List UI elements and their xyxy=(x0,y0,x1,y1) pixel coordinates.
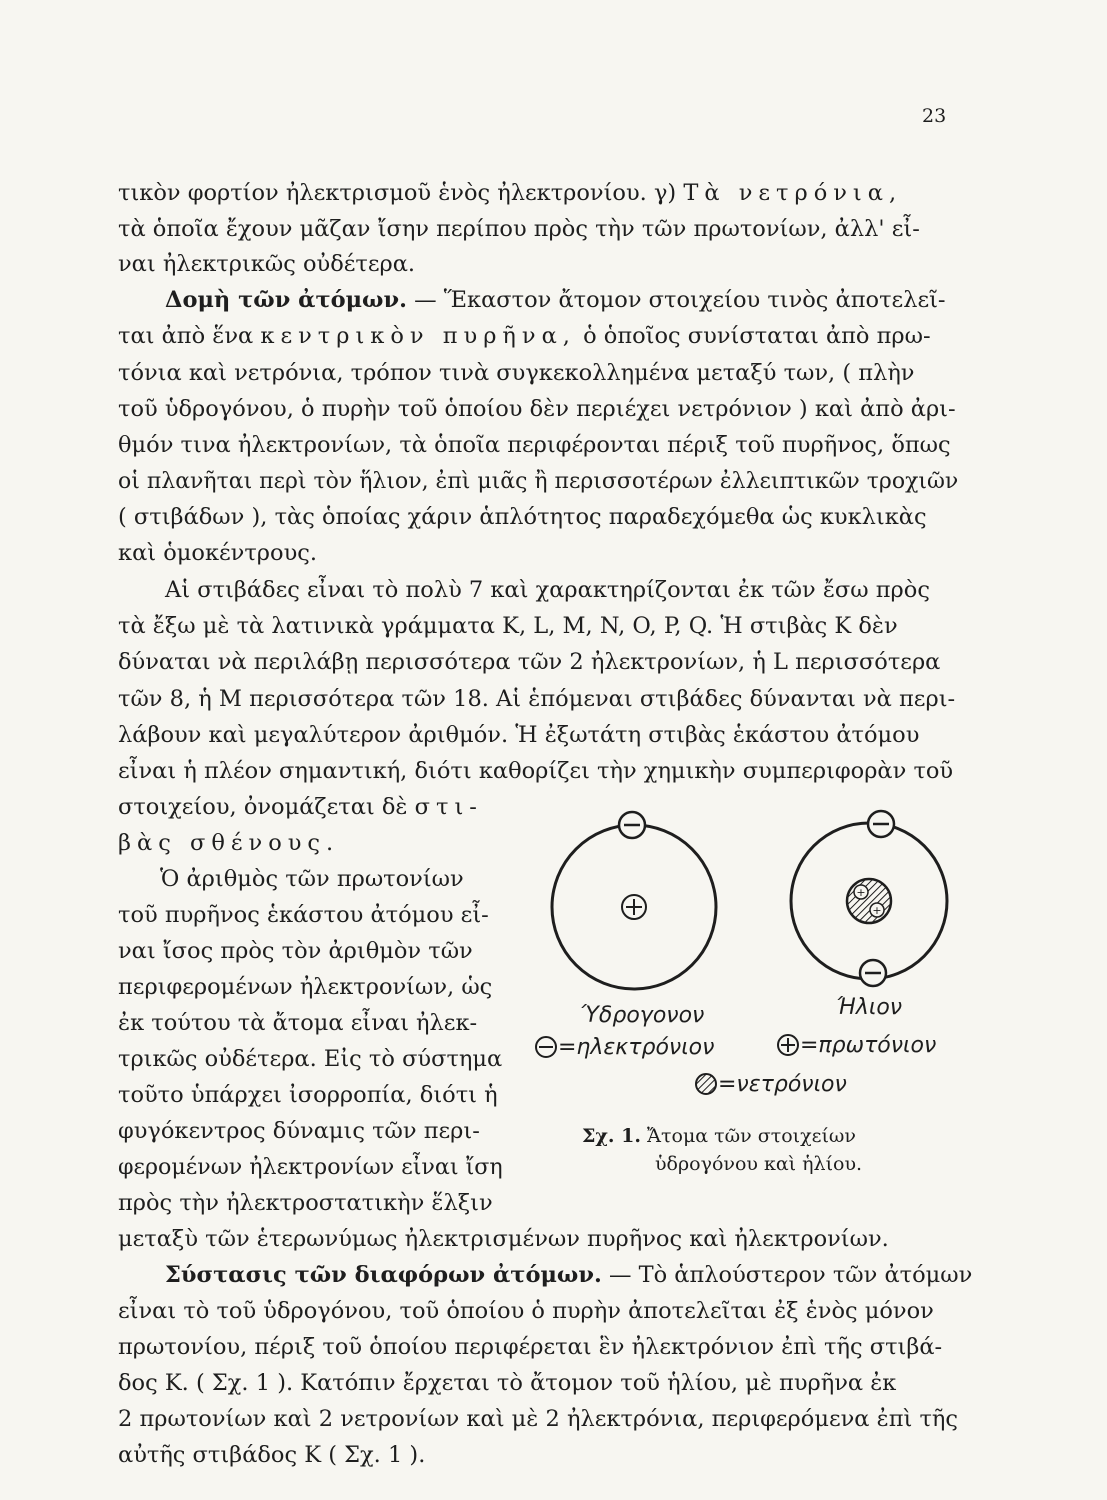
text-line: ναι ἠλεκτρικῶς οὐδέτερα. xyxy=(118,251,416,277)
text-line: θμόν τινα ἠλεκτρονίων, τὰ ὁποῖα περιφέρονται πέριξ τοῦ πυρῆνος, ὅπως xyxy=(118,432,951,458)
text-line xyxy=(165,285,946,315)
svg-text:+: + xyxy=(856,886,866,899)
text-line xyxy=(165,1260,972,1290)
text-line: τρικῶς οὐδέτερα. Εἰς τὸ σύστημα xyxy=(118,1046,503,1072)
emphasis-term: βὰς σθένους. xyxy=(118,830,340,856)
figure-caption-text: Ἄτομα τῶν στοιχείων xyxy=(647,1125,856,1147)
legend-proton-label: =πρωτόνιον xyxy=(800,1033,937,1058)
emphasis-term: Τὰ νετρόνια, xyxy=(683,180,903,206)
emphasis-term: κεντρικὸν πυρῆνα, xyxy=(260,323,576,349)
text-line: εἶναι ἡ πλέον σημαντική, διότι καθορίζει τὴν χημικὴν συμπεριφορὰν τοῦ xyxy=(118,758,954,784)
emphasis-term: στι- xyxy=(414,794,483,820)
text-run: ται ἀπὸ ἕνα xyxy=(118,323,254,349)
section-heading: Σύστασις τῶν διαφόρων ἀτόμων. xyxy=(165,1262,602,1288)
text-line xyxy=(118,178,902,208)
figure-caption-line: ὑδρογόνου καὶ ἡλίου. xyxy=(655,1153,863,1175)
page-number: 23 xyxy=(922,105,947,127)
legend-neutron-label: =νετρόνιον xyxy=(718,1072,847,1097)
figure-caption-line xyxy=(582,1122,856,1150)
helium-label: Ήλιον xyxy=(836,995,903,1020)
helium-nucleus xyxy=(847,879,891,923)
legend-electron xyxy=(536,1035,714,1060)
text-line: μεταξὺ τῶν ἑτερωνύμως ἠλεκτρισμένων πυρῆνος καὶ ἠλεκτρονίων. xyxy=(118,1226,889,1252)
text-line: δύναται νὰ περιλάβῃ περισσότερα τῶν 2 ἠλεκτρονίων, ἡ L περισσότερα xyxy=(118,649,941,675)
text-line: 2 πρωτονίων καὶ 2 νετρονίων καὶ μὲ 2 ἠλεκτρόνια, περιφερόμενα ἐπὶ τῆς xyxy=(118,1406,959,1432)
legend-proton xyxy=(778,1033,936,1058)
text-line: καὶ ὁμοκέντρους. xyxy=(118,540,317,566)
electron-icon xyxy=(868,811,894,837)
text-line: φυγόκεντρος δύναμις τῶν περι- xyxy=(118,1118,480,1144)
text-run: ὁ ὁποῖος συνίσταται ἀπὸ πρω- xyxy=(583,323,931,349)
text-line xyxy=(118,321,931,351)
helium-atom xyxy=(791,811,947,986)
text-line: τῶν 8, ἡ M περισσότερα τῶν 18. Αἱ ἑπόμεναι στιβάδες δύνανται νὰ περι- xyxy=(118,686,956,712)
text-line: ( στιβάδων ), τὰς ὁποίας χάριν ἁπλότητος παραδεχόμεθα ὡς κυκλικὰς xyxy=(118,504,927,530)
text-line xyxy=(118,792,483,822)
text-line: Ὁ ἀριθμὸς τῶν πρωτονίων xyxy=(160,866,464,892)
text-line: τοῦτο ὑπάρχει ἰσορροπία, διότι ἡ xyxy=(118,1082,498,1108)
text-line: τοῦ πυρῆνος ἑκάστου ἀτόμου εἶ- xyxy=(118,902,489,928)
electron-icon xyxy=(619,812,645,838)
atom-diagram xyxy=(520,800,1010,1120)
text-line: περιφερομένων ἠλεκτρονίων, ὡς xyxy=(118,974,493,1000)
figure-number: Σχ. 1. xyxy=(582,1125,641,1147)
text-run: — Τὸ ἁπλούστερον τῶν ἀτόμων xyxy=(608,1262,973,1288)
hydrogen-label: Ύδρογονον xyxy=(580,1003,705,1028)
neutron-symbol-icon xyxy=(696,1074,716,1094)
text-line: οἱ πλανῆται περὶ τὸν ἥλιον, ἐπὶ μιᾶς ἢ περισσοτέρων ἐλλειπτικῶν τροχιῶν xyxy=(118,468,959,494)
legend-neutron xyxy=(696,1072,847,1097)
svg-text:+: + xyxy=(872,904,882,917)
text-line: ἐκ τούτου τὰ ἄτομα εἶναι ἠλεκ- xyxy=(118,1010,478,1036)
proton-icon xyxy=(622,895,646,919)
text-line: αὐτῆς στιβάδος K ( Σχ. 1 ). xyxy=(118,1442,426,1468)
text-run: στοιχείου, ὀνομάζεται δὲ xyxy=(118,794,408,820)
text-line: τὰ ὁποῖα ἔχουν μᾶζαν ἴσην περίπου πρὸς τὴν τῶν πρωτονίων, ἀλλ' εἶ- xyxy=(118,216,920,242)
text-line: λάβουν καὶ μεγαλύτερον ἀριθμόν. Ἡ ἐξωτάτη στιβὰς ἑκάστου ἀτόμου xyxy=(118,722,920,748)
text-line: τόνια καὶ νετρόνια, τρόπον τινὰ συγκεκολλημένα μεταξύ των, ( πλὴν xyxy=(118,360,915,386)
text-line: τὰ ἔξω μὲ τὰ λατινικὰ γράμματα K, L, M, N, O, P, Q. Ἡ στιβὰς K δὲν xyxy=(118,613,898,639)
legend-electron-label: =ηλεκτρόνιον xyxy=(558,1035,715,1060)
text-run: — Ἕκαστον ἄτομον στοιχείου τινὸς ἀποτελεῖ- xyxy=(414,287,946,313)
text-line: τοῦ ὑδρογόνου, ὁ πυρὴν τοῦ ὁποίου δὲν περιέχει νετρόνιον ) καὶ ἀπὸ ἀρι- xyxy=(118,396,956,422)
text-run: τικὸν φορτίον ἠλεκτρισμοῦ ἑνὸς ἠλεκτρονίου. γ) xyxy=(118,180,677,206)
text-line: πρωτονίου, πέριξ τοῦ ὁποίου περιφέρεται ἓν ἠλεκτρόνιον ἐπὶ τῆς στιβά- xyxy=(118,1334,943,1360)
text-line: πρὸς τὴν ἠλεκτροστατικὴν ἕλξιν xyxy=(118,1190,493,1216)
text-line: Αἱ στιβάδες εἶναι τὸ πολὺ 7 καὶ χαρακτηρίζονται ἐκ τῶν ἔσω πρὸς xyxy=(165,577,930,603)
electron-icon xyxy=(860,960,886,986)
text-line: εἶναι τὸ τοῦ ὑδρογόνου, τοῦ ὁποίου ὁ πυρὴν ἀποτελεῖται ἐξ ἑνὸς μόνον xyxy=(118,1298,934,1324)
section-heading: Δομὴ τῶν ἀτόμων. xyxy=(165,287,407,313)
hydrogen-atom xyxy=(552,812,716,989)
text-line: ναι ἴσος πρὸς τὸν ἀριθμὸν τῶν xyxy=(118,938,473,964)
text-line: φερομένων ἠλεκτρονίων εἶναι ἴση xyxy=(118,1154,503,1180)
text-line: δος K. ( Σχ. 1 ). Κατόπιν ἔρχεται τὸ ἄτομον τοῦ ἡλίου, μὲ πυρῆνα ἐκ xyxy=(118,1370,897,1396)
atom-figure xyxy=(520,800,1010,1190)
